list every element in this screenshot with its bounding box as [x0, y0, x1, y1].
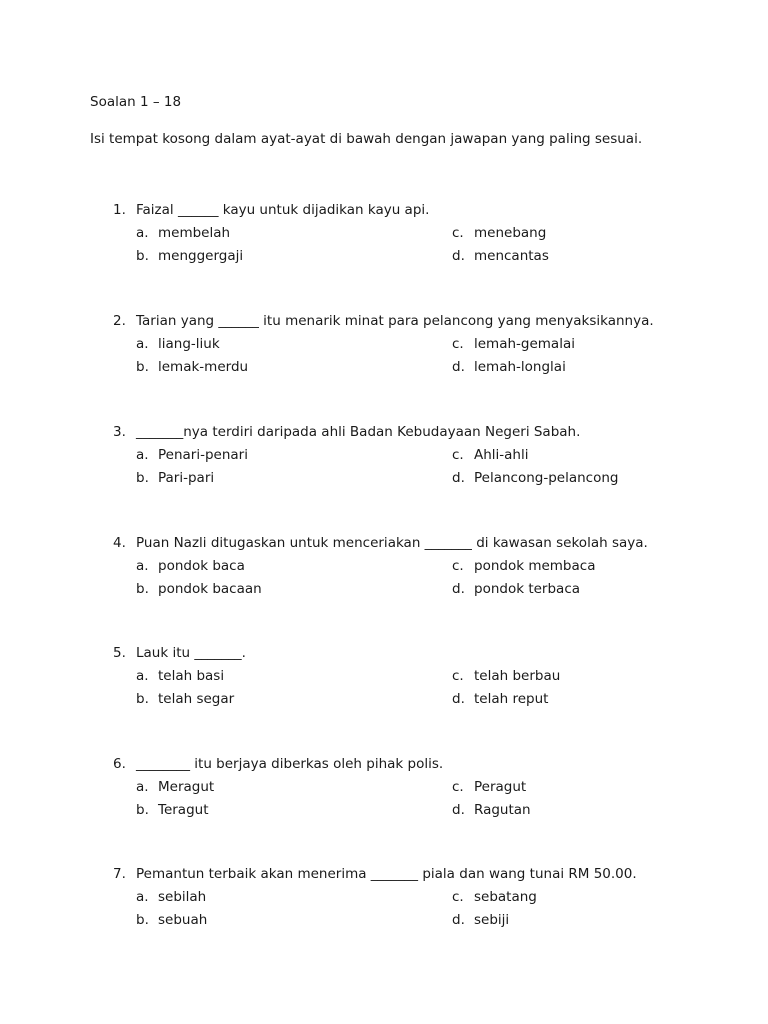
option-text: telah berbau: [474, 668, 561, 684]
option-letter: a.: [136, 668, 149, 684]
question-number: 6.: [113, 756, 126, 772]
question-text: Puan Nazli ditugaskan untuk menceriakan _______ di kawasan sekolah saya.: [136, 535, 648, 551]
option-text: Ahli-ahli: [474, 447, 529, 463]
question-number: 1.: [113, 202, 126, 218]
question-item: [0, 424, 768, 494]
option-text: sebuah: [158, 912, 208, 928]
section-heading: Soalan 1 – 18: [90, 94, 182, 110]
option-letter: c.: [452, 558, 464, 574]
option-text: membelah: [158, 225, 231, 241]
option-letter: b.: [136, 691, 149, 707]
question-text: _______nya terdiri daripada ahli Badan Kebudayaan Negeri Sabah.: [136, 424, 581, 440]
option-letter: d.: [452, 248, 465, 264]
option-text: Meragut: [158, 779, 215, 795]
option-letter: d.: [452, 691, 465, 707]
option-text: lemak-merdu: [158, 359, 249, 375]
question-text: ________ itu berjaya diberkas oleh pihak polis.: [136, 756, 444, 772]
option-letter: d.: [452, 359, 465, 375]
option-letter: a.: [136, 447, 149, 463]
option-text: liang-liuk: [158, 336, 220, 352]
option-text: Pelancong-pelancong: [474, 470, 619, 486]
option-letter: c.: [452, 779, 464, 795]
option-letter: d.: [452, 802, 465, 818]
option-text: pondok bacaan: [158, 581, 262, 597]
option-letter: a.: [136, 779, 149, 795]
option-text: Peragut: [474, 779, 527, 795]
question-number: 3.: [113, 424, 126, 440]
option-text: pondok terbaca: [474, 581, 581, 597]
question-text: Faizal ______ kayu untuk dijadikan kayu api.: [136, 202, 430, 218]
question-number: 7.: [113, 866, 126, 882]
option-text: Penari-penari: [158, 447, 248, 463]
option-text: pondok baca: [158, 558, 245, 574]
instruction-text: Isi tempat kosong dalam ayat-ayat di bawah dengan jawapan yang paling sesuai.: [90, 131, 643, 147]
option-letter: d.: [452, 470, 465, 486]
option-letter: b.: [136, 470, 149, 486]
question-text: Tarian yang ______ itu menarik minat para pelancong yang menyaksikannya.: [136, 313, 654, 329]
question-text: Pemantun terbaik akan menerima _______ piala dan wang tunai RM 50.00.: [136, 866, 637, 882]
question-item: [0, 202, 768, 272]
option-text: Ragutan: [474, 802, 531, 818]
option-text: menggergaji: [158, 248, 244, 264]
option-text: lemah-longlai: [474, 359, 566, 375]
option-letter: c.: [452, 336, 464, 352]
option-text: lemah-gemalai: [474, 336, 575, 352]
question-number: 5.: [113, 645, 126, 661]
question-item: [0, 645, 768, 715]
option-letter: c.: [452, 447, 464, 463]
option-letter: b.: [136, 359, 149, 375]
option-letter: c.: [452, 225, 464, 241]
option-letter: d.: [452, 581, 465, 597]
question-number: 2.: [113, 313, 126, 329]
option-text: sebilah: [158, 889, 207, 905]
option-letter: a.: [136, 336, 149, 352]
question-item: [0, 866, 768, 936]
option-text: pondok membaca: [474, 558, 596, 574]
option-text: telah segar: [158, 691, 235, 707]
question-item: [0, 535, 768, 605]
option-letter: c.: [452, 889, 464, 905]
option-text: telah basi: [158, 668, 225, 684]
option-letter: d.: [452, 912, 465, 928]
option-text: telah reput: [474, 691, 549, 707]
question-item: [0, 756, 768, 826]
option-text: mencantas: [474, 248, 549, 264]
option-text: Pari-pari: [158, 470, 215, 486]
option-letter: b.: [136, 248, 149, 264]
option-letter: a.: [136, 558, 149, 574]
option-text: menebang: [474, 225, 547, 241]
option-letter: c.: [452, 668, 464, 684]
option-letter: b.: [136, 581, 149, 597]
option-letter: b.: [136, 912, 149, 928]
option-text: Teragut: [158, 802, 209, 818]
question-item: [0, 313, 768, 383]
option-letter: b.: [136, 802, 149, 818]
option-letter: a.: [136, 889, 149, 905]
question-number: 4.: [113, 535, 126, 551]
option-text: sebiji: [474, 912, 510, 928]
option-text: sebatang: [474, 889, 537, 905]
question-text: Lauk itu _______.: [136, 645, 246, 661]
option-letter: a.: [136, 225, 149, 241]
